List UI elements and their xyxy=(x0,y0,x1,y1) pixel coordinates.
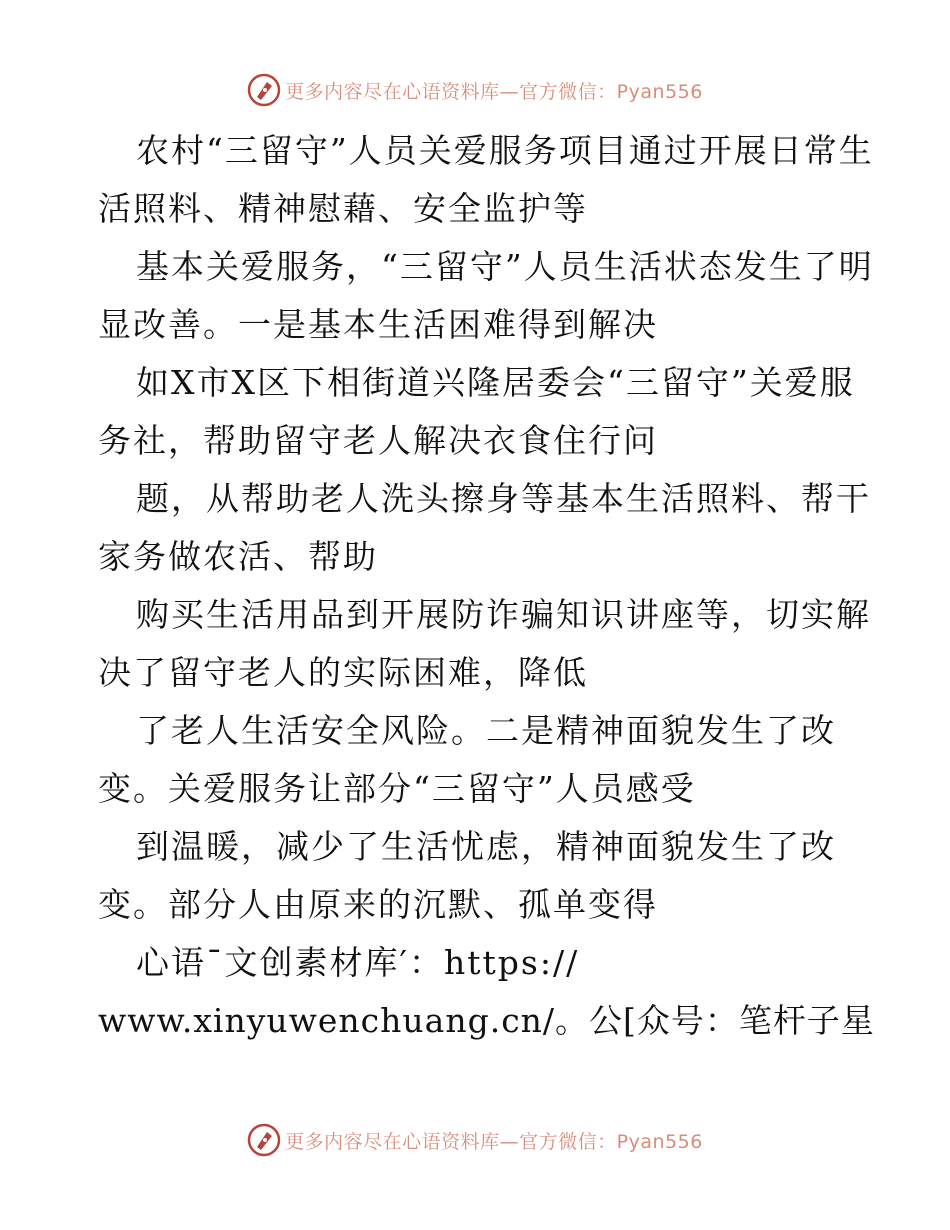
footer-watermark-text: 更多内容尽在心语资料库—官方微信：Pyan556 xyxy=(285,1130,703,1153)
paragraph-7: 到温暖，减少了生活忧虑，精神面貌发生了改变。部分人由原来的沉默、孤单变得 xyxy=(98,827,836,924)
paragraph-8: 心语¯文创素材库′：https:// xyxy=(136,943,580,982)
paragraph-2: 基本关爱服务，“三留守”人员生活状态发生了明显改善。一是基本生活困难得到解决 xyxy=(98,247,874,344)
paragraph-6: 了老人生活安全风险。二是精神面貌发生了改变。关爱服务让部分“三留守”人员感受 xyxy=(98,711,836,808)
pen-nib-logo-icon xyxy=(247,1123,281,1157)
footer-watermark-banner xyxy=(0,1120,950,1160)
paragraph-url-line: www.xinyuwenchuang.cn/。公[众号：笔杆子星 xyxy=(98,1001,875,1040)
document-body xyxy=(98,122,878,1050)
paragraph-3: 如X市X区下相街道兴隆居委会“三留守”关爱服务社，帮助留守老人解决衣食住行问 xyxy=(98,363,855,460)
header-watermark-text: 更多内容尽在心语资料库—官方微信：Pyan556 xyxy=(285,80,703,103)
paragraph-1: 农村“三留守”人员关爱服务项目通过开展日常生活照料、精神慰藉、安全监护等 xyxy=(98,131,874,228)
pen-nib-logo-icon xyxy=(247,73,281,107)
header-watermark-banner xyxy=(0,70,950,110)
paragraph-5: 购买生活用品到开展防诈骗知识讲座等，切实解决了留守老人的实际困难，降低 xyxy=(98,595,871,692)
paragraph-4: 题，从帮助老人洗头擦身等基本生活照料、帮干家务做农活、帮助 xyxy=(98,479,871,576)
